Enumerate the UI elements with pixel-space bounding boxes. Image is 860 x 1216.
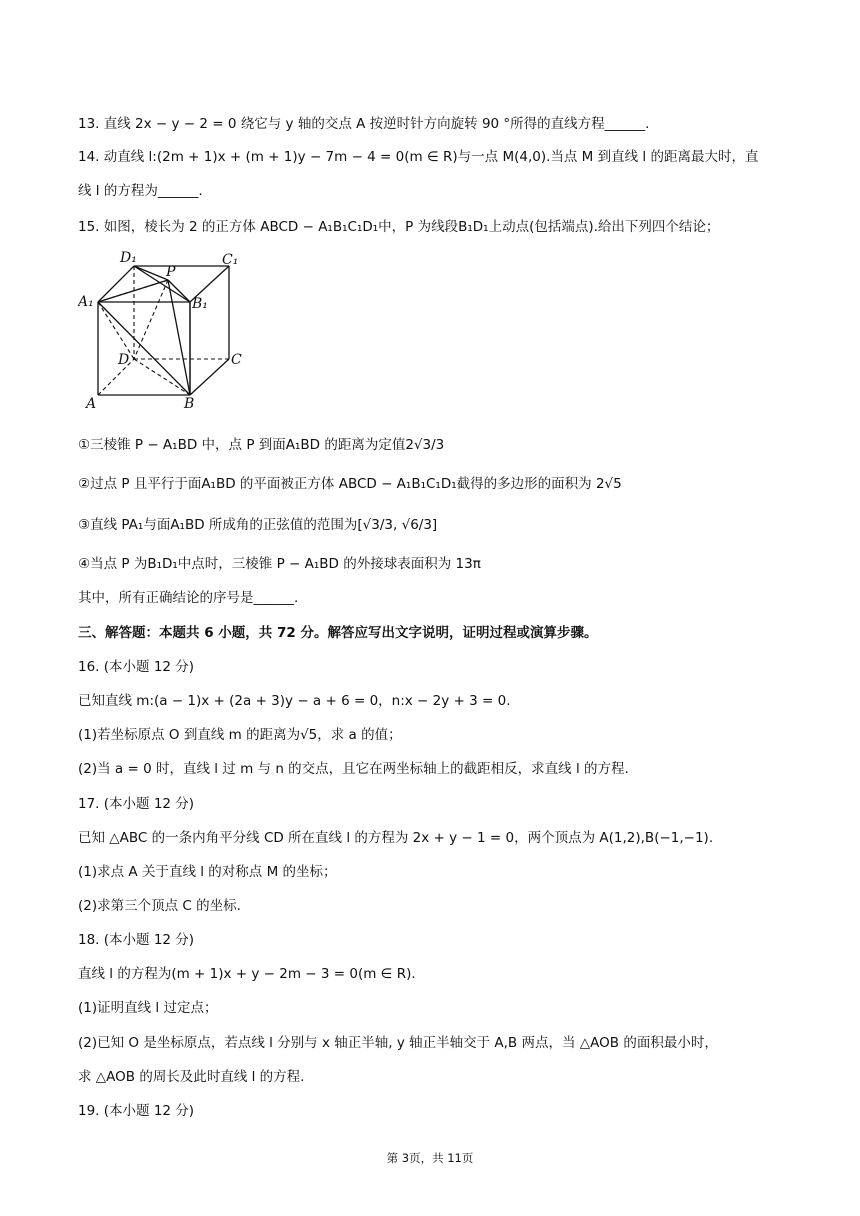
- q18-part2-line1: (2)已知 O 是坐标原点，若点线 l 分别与 x 轴正半轴, y 轴正半轴交于 A,B 两点，当 △AOB 的面积最小时，: [78, 1035, 718, 1051]
- cube-figure: [78, 246, 248, 416]
- q17-part1: (1)求点 A 关于直线 l 的对称点 M 的坐标；: [78, 864, 337, 880]
- label-d1: D₁: [120, 250, 137, 266]
- label-d: D: [118, 352, 130, 368]
- page-footer: 第 3页，共 11页: [386, 1151, 474, 1165]
- conclusion-4: ④当点 P 为B₁D₁中点时，三棱锥 P − A₁BD 的外接球表面积为 13π: [78, 556, 481, 572]
- q13-text: 13. 直线 2x − y − 2 = 0 绕它与 y 轴的交点 A 按逆时针方向旋转 90 °所得的直线方程______.: [78, 116, 650, 132]
- conclusion-2: ②过点 P 且平行于面A₁BD 的平面被正方体 ABCD − A₁B₁C₁D₁截得的多边形的面积为 2√5: [78, 476, 622, 492]
- q17-part2: (2)求第三个顶点 C 的坐标.: [78, 898, 241, 914]
- label-c: C: [231, 352, 242, 368]
- label-b1: B₁: [192, 296, 208, 312]
- q14-text-line2: 线 l 的方程为______.: [78, 183, 203, 199]
- q18-heading: 18. (本小题 12 分): [78, 932, 195, 948]
- q17-statement: 已知 △ABC 的一条内角平分线 CD 所在直线 l 的方程为 2x + y − 1 = 0，两个顶点为 A(1,2),B(−1,−1).: [78, 830, 714, 846]
- q14-text-line1: 14. 动直线 l:(2m + 1)x + (m + 1)y − 7m − 4 = 0(m ∈ R)与一点 M(4,0).当点 M 到直线 l 的距离最大时，直: [78, 149, 759, 165]
- q16-part2: (2)当 a = 0 时，直线 l 过 m 与 n 的交点，且它在两坐标轴上的截距相反，求直线 l 的方程.: [78, 761, 629, 777]
- q16-statement: 已知直线 m:(a − 1)x + (2a + 3)y − a + 6 = 0，n:x − 2y + 3 = 0.: [78, 693, 511, 709]
- conclusion-3: ③直线 PA₁与面A₁BD 所成角的正弦值的范围为[√3/3, √6/3]: [78, 517, 438, 533]
- label-a: A: [86, 396, 97, 412]
- q18-part1: (1)证明直线 l 过定点；: [78, 1000, 218, 1016]
- label-c1: C₁: [222, 252, 239, 268]
- q16-heading: 16. (本小题 12 分): [78, 659, 195, 675]
- label-a1: A₁: [78, 294, 94, 310]
- q15-answer-prompt: 其中，所有正确结论的序号是______.: [78, 590, 299, 606]
- section-3-heading: 三、解答题：本题共 6 小题，共 72 分。解答应写出文字说明，证明过程或演算步骤。: [78, 625, 598, 641]
- q18-statement: 直线 l 的方程为(m + 1)x + y − 2m − 3 = 0(m ∈ R).: [78, 966, 416, 982]
- q15-text: 15. 如图，棱长为 2 的正方体 ABCD − A₁B₁C₁D₁中，P 为线段B₁D₁上动点(包括端点).给出下列四个结论；: [78, 219, 720, 235]
- conclusion-1: ①三棱锥 P − A₁BD 中，点 P 到面A₁BD 的距离为定值2√3/3: [78, 437, 445, 453]
- label-p: P: [166, 264, 176, 280]
- q17-heading: 17. (本小题 12 分): [78, 796, 195, 812]
- q18-part2-line2: 求 △AOB 的周长及此时直线 l 的方程.: [78, 1069, 305, 1085]
- q16-part1: (1)若坐标原点 O 到直线 m 的距离为√5，求 a 的值；: [78, 727, 402, 743]
- q19-heading: 19. (本小题 12 分): [78, 1103, 195, 1119]
- label-b: B: [184, 396, 195, 412]
